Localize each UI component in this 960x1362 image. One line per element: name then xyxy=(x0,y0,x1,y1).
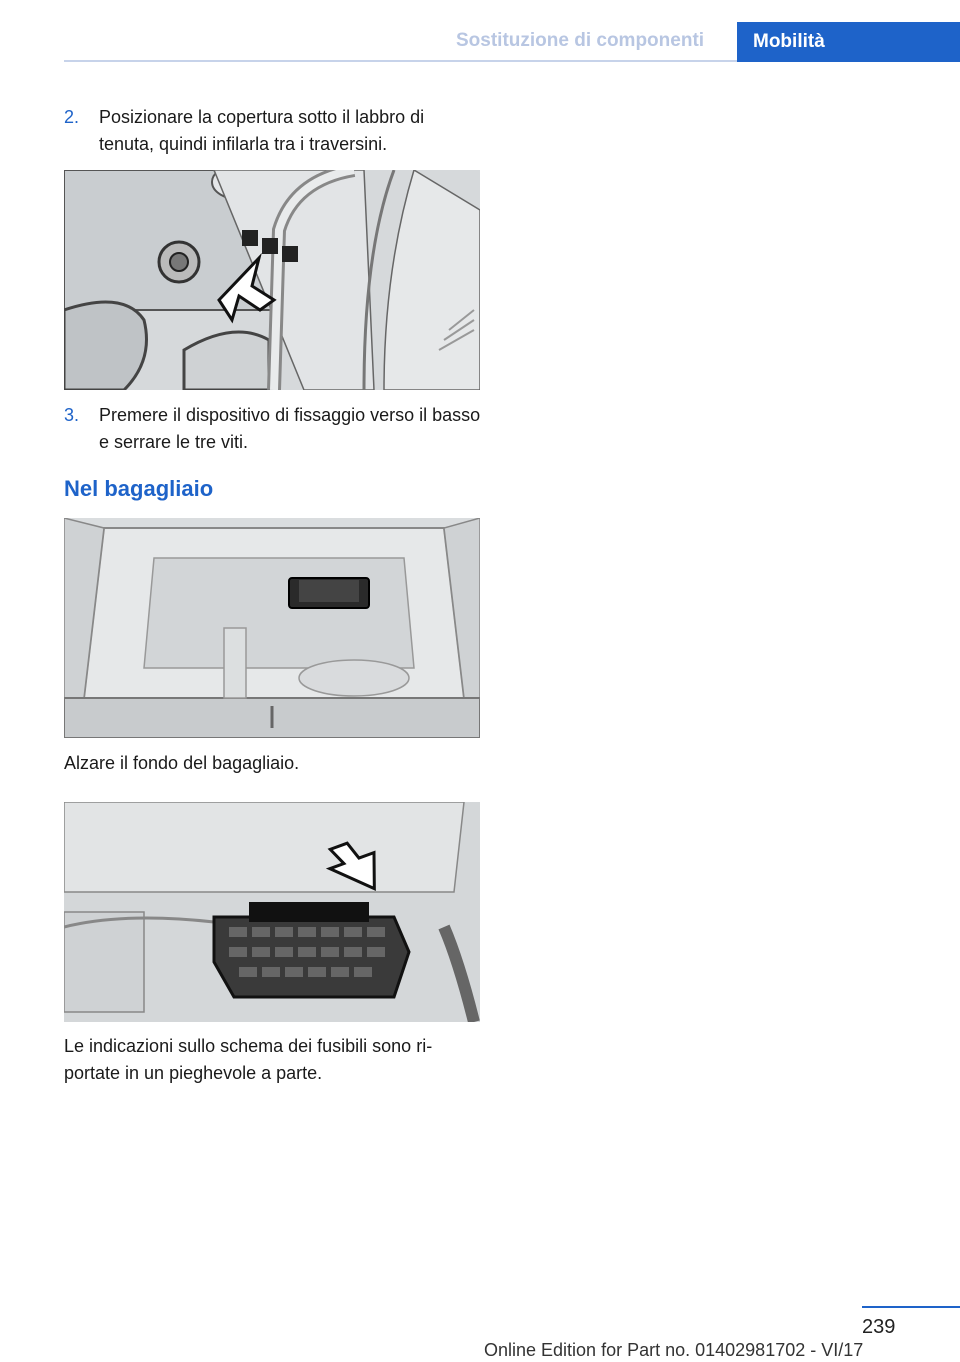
paragraph-fuse-info-text: Le indicazioni sullo schema dei fusibili sono ri- portate in un pieghevole a parte. xyxy=(64,1036,433,1083)
illustration-luggage-compartment xyxy=(64,518,480,738)
paragraph-lift-floor: Alzare il fondo del bagagliaio. xyxy=(64,753,300,773)
header-chapter-tab xyxy=(737,22,960,62)
step-number: 2. xyxy=(64,107,80,127)
page-number: 239 xyxy=(862,1316,896,1338)
step-text: Premere il dispositivo di fissaggio verso il basso e serrare le tre viti. xyxy=(99,405,481,452)
header-chapter-label: Mobilità xyxy=(753,31,825,52)
step-text: Posizionare la copertura sotto il labbro di tenuta, quindi infilarla tra i traversini. xyxy=(99,107,425,154)
illustration-fuse-box xyxy=(64,802,480,1022)
figure-luggage-compartment xyxy=(64,518,480,738)
edition-note: Online Edition for Part no. 01402981702 - VI/17 xyxy=(484,1340,864,1360)
illustration-cover-seal xyxy=(64,170,480,390)
figure-cover-seal xyxy=(64,170,480,390)
section-heading: Nel bagagliaio xyxy=(64,476,214,501)
step-number: 3. xyxy=(64,405,80,425)
figure-fuse-box xyxy=(64,802,480,1022)
header-section-title: Sostituzione di componenti xyxy=(456,30,705,51)
footer-rule xyxy=(862,1306,960,1308)
paragraph-fuse-info xyxy=(64,1033,484,1087)
